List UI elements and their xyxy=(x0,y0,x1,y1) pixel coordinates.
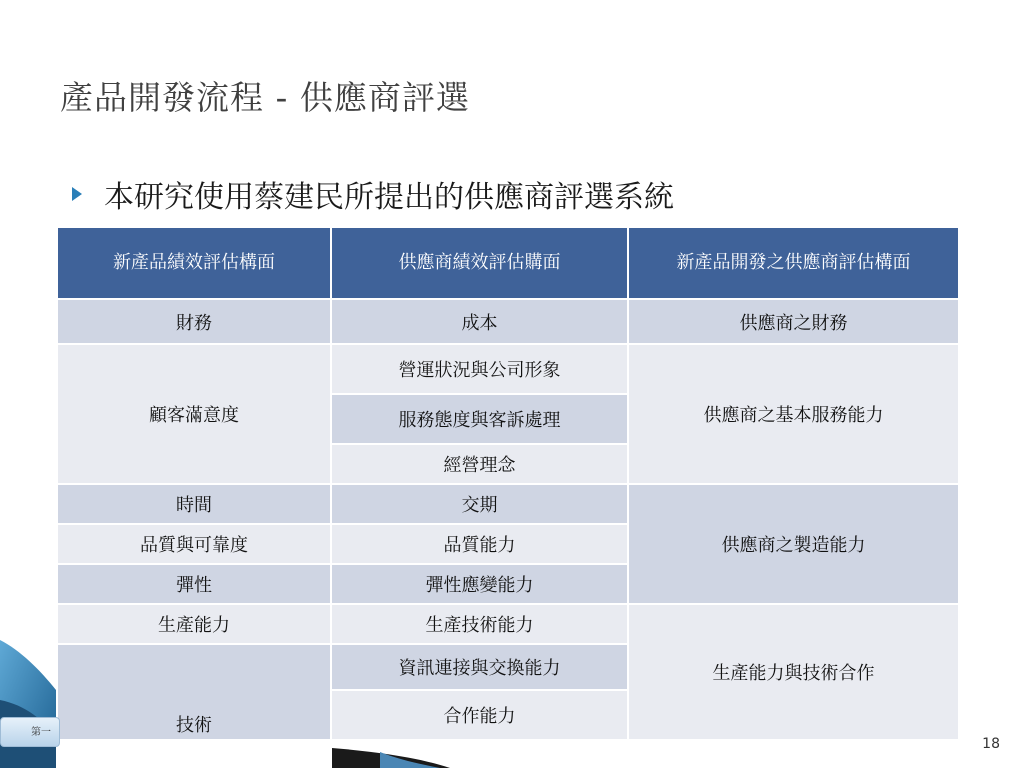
table-cell: 時間 xyxy=(57,484,331,524)
header-cell-new-product: 新產品績效評估構面 xyxy=(57,227,331,299)
table-cell: 營運狀況與公司形象 xyxy=(331,344,628,394)
table-cell: 供應商之製造能力 xyxy=(628,484,959,604)
page-number: 18 xyxy=(982,736,1000,752)
table-cell: 財務 xyxy=(57,299,331,344)
table-cell: 交期 xyxy=(331,484,628,524)
table-cell: 彈性 xyxy=(57,564,331,604)
bullet-text: 本研究使用蔡建民所提出的供應商評選系統 xyxy=(104,180,674,215)
table-cell: 生產技術能力 xyxy=(331,604,628,644)
table-cell: 供應商之財務 xyxy=(628,299,959,344)
table-cell: 生產能力與技術合作 xyxy=(628,604,959,740)
table-cell: 供應商之基本服務能力 xyxy=(628,344,959,484)
footer-tab: 第一 xyxy=(0,717,60,747)
header-cell-supplier: 供應商績效評估購面 xyxy=(331,227,628,299)
table-cell: 資訊連接與交換能力 xyxy=(331,644,628,690)
table-cell: 品質能力 xyxy=(331,524,628,564)
table-cell: 技術 xyxy=(57,644,331,740)
table-header-row xyxy=(57,227,959,299)
table-cell: 生產能力 xyxy=(57,604,331,644)
table-cell: 彈性應變能力 xyxy=(331,564,628,604)
slide-title: 產品開發流程 - 供應商評選 xyxy=(60,78,470,117)
table-cell: 合作能力 xyxy=(331,690,628,740)
header-cell-development: 新產品開發之供應商評估構面 xyxy=(628,227,959,299)
table-row xyxy=(57,344,959,394)
table-row xyxy=(57,299,959,344)
table-cell: 經營理念 xyxy=(331,444,628,484)
table-cell: 品質與可靠度 xyxy=(57,524,331,564)
table-row xyxy=(57,484,959,524)
table-row xyxy=(57,604,959,644)
supplier-evaluation-table xyxy=(56,226,960,741)
bullet-arrow-icon xyxy=(72,187,82,201)
table-cell: 成本 xyxy=(331,299,628,344)
bullet-item xyxy=(72,172,674,216)
table-cell: 顧客滿意度 xyxy=(57,344,331,484)
table-cell: 服務態度與客訴處理 xyxy=(331,394,628,444)
